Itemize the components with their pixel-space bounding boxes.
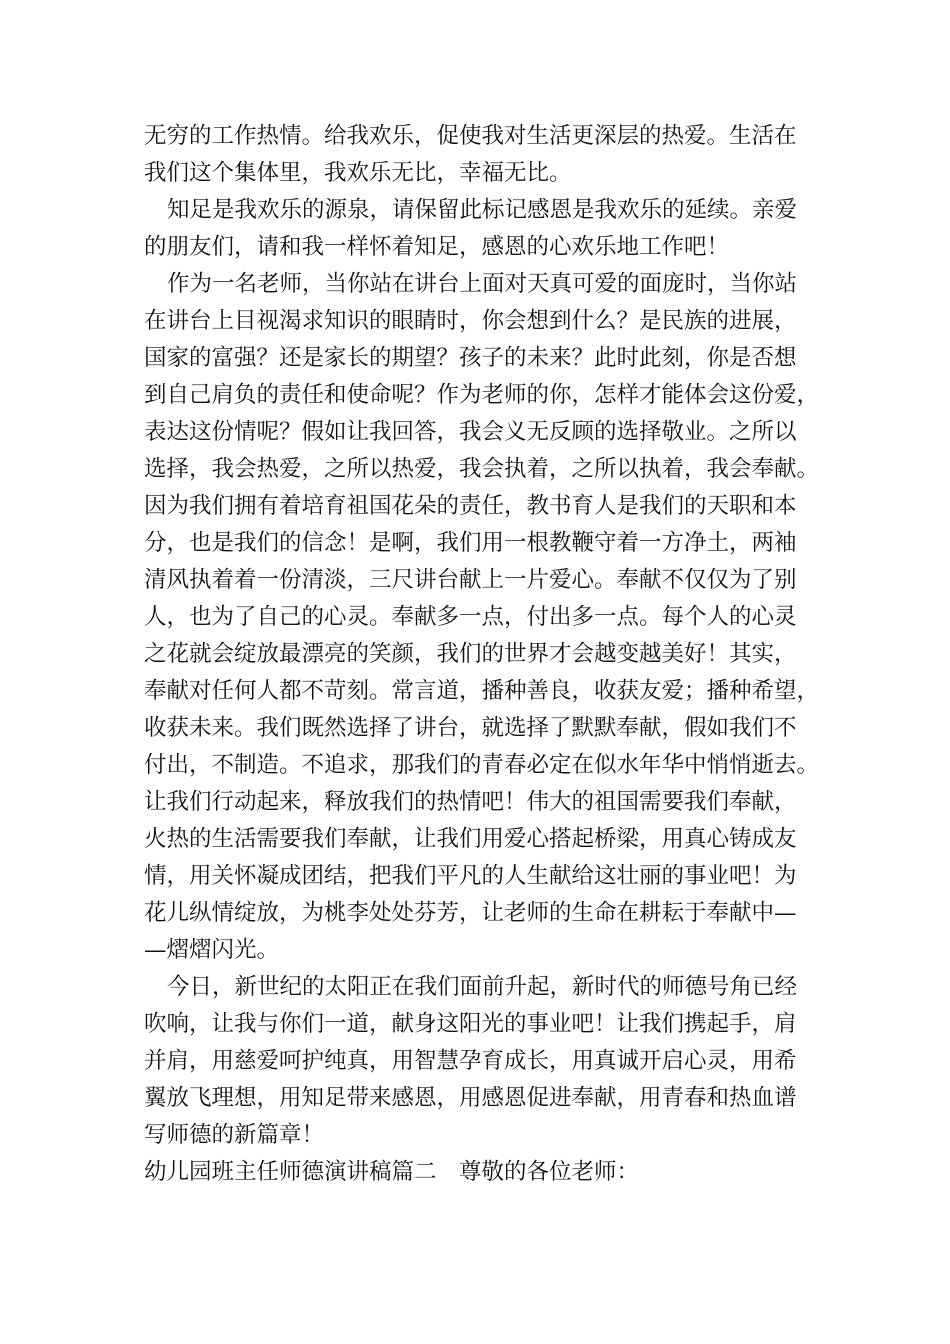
text-line <box>0 969 950 1005</box>
text-line <box>0 1117 950 1153</box>
line-text: 因为我们拥有着培育祖国花朵的责任，教书育人是我们的天职和本 <box>144 493 797 519</box>
text-line <box>0 784 950 820</box>
line-text: 知足是我欢乐的源泉，请保留此标记感恩是我欢乐的延续。亲爱 <box>167 197 798 223</box>
line-text: 表达这份情呢？假如让我回答，我会义无反顾的选择敬业。之所以 <box>144 419 797 445</box>
text-line <box>0 155 950 191</box>
line-text: 吹响，让我与你们一道，献身这阳光的事业吧！让我们携起手，肩 <box>144 1011 797 1037</box>
text-line <box>0 562 950 598</box>
line-text: 并肩，用慈爱呵护纯真，用智慧孕育成长，用真诚开启心灵，用希 <box>144 1048 797 1074</box>
line-text: 在讲台上目视渴求知识的眼睛时，你会想到什么？是民族的进展， <box>144 308 797 334</box>
text-line <box>0 821 950 857</box>
text-line <box>0 1080 950 1116</box>
text-line <box>0 747 950 783</box>
line-text: 写师德的新篇章！ <box>144 1122 325 1148</box>
line-text: 的朋友们，请和我一样怀着知足，感恩的心欢乐地工作吧！ <box>144 234 730 260</box>
line-text: 作为一名老师，当你站在讲台上面对天真可爱的面庞时，当你站 <box>167 271 798 297</box>
line-text: 收获未来。我们既然选择了讲台，就选择了默默奉献，假如我们不 <box>144 715 797 741</box>
line-text: —熠熠闪光。 <box>144 937 280 963</box>
text-line <box>0 488 950 524</box>
line-text: 之花就会绽放最漂亮的笑颜，我们的世界才会越变越美好！其实， <box>144 641 797 667</box>
line-text: 清风执着着一份清淡，三尺讲台献上一片爱心。奉献不仅仅为了别 <box>144 567 797 593</box>
line-text: 付出，不制造。不追求，那我们的青春必定在似水年华中悄悄逝去。 <box>144 752 820 778</box>
text-line <box>0 414 950 450</box>
line-text: 今日，新世纪的太阳正在我们面前升起，新时代的师德号角已经 <box>167 974 798 1000</box>
text-line <box>0 710 950 746</box>
line-text: 火热的生活需要我们奉献，让我们用爱心搭起桥梁，用真心铸成友 <box>144 826 797 852</box>
line-text: 情，用关怀凝成团结，把我们平凡的人生献给这壮丽的事业吧！为 <box>144 863 797 889</box>
text-line <box>0 377 950 413</box>
text-line <box>0 1043 950 1079</box>
text-line <box>0 303 950 339</box>
line-text: 无穷的工作热情。给我欢乐，促使我对生活更深层的热爱。生活在 <box>144 123 797 149</box>
text-line <box>0 192 950 228</box>
text-line <box>0 858 950 894</box>
line-text: 奉献对任何人都不苛刻。常言道，播种善良，收获友爱；播种希望， <box>144 678 820 704</box>
line-text: 翼放飞理想，用知足带来感恩，用感恩促进奉献，用青春和热血谱 <box>144 1085 797 1111</box>
line-text: 我们这个集体里，我欢乐无比，幸福无比。 <box>144 160 572 186</box>
text-line <box>0 932 950 968</box>
line-text: 到自己肩负的责任和使命呢？作为老师的你，怎样才能体会这份爱， <box>144 382 820 408</box>
line-text: 选择，我会热爱，之所以热爱，我会执着，之所以执着，我会奉献。 <box>144 456 820 482</box>
line-text: 人，也为了自己的心灵。奉献多一点，付出多一点。每个人的心灵 <box>144 604 797 630</box>
text-line <box>0 1006 950 1042</box>
text-line <box>0 895 950 931</box>
text-line <box>0 451 950 487</box>
text-line <box>0 340 950 376</box>
line-text: 分，也是我们的信念！是啊，我们用一根教鞭守着一方净土，两袖 <box>144 530 797 556</box>
section-heading-line <box>0 1154 950 1190</box>
text-line <box>0 673 950 709</box>
line-text: 花儿纵情绽放，为桃李处处芬芳，让老师的生命在耕耘于奉献中— <box>144 900 797 926</box>
section-heading: 幼儿园班主任师德演讲稿篇二 尊敬的各位老师： <box>144 1159 640 1185</box>
text-line <box>0 525 950 561</box>
text-line <box>0 636 950 672</box>
text-line <box>0 118 950 154</box>
text-line <box>0 229 950 265</box>
text-line <box>0 266 950 302</box>
line-text: 国家的富强？还是家长的期望？孩子的未来？此时此刻，你是否想 <box>144 345 797 371</box>
line-text: 让我们行动起来，释放我们的热情吧！伟大的祖国需要我们奉献， <box>144 789 797 815</box>
text-line <box>0 599 950 635</box>
